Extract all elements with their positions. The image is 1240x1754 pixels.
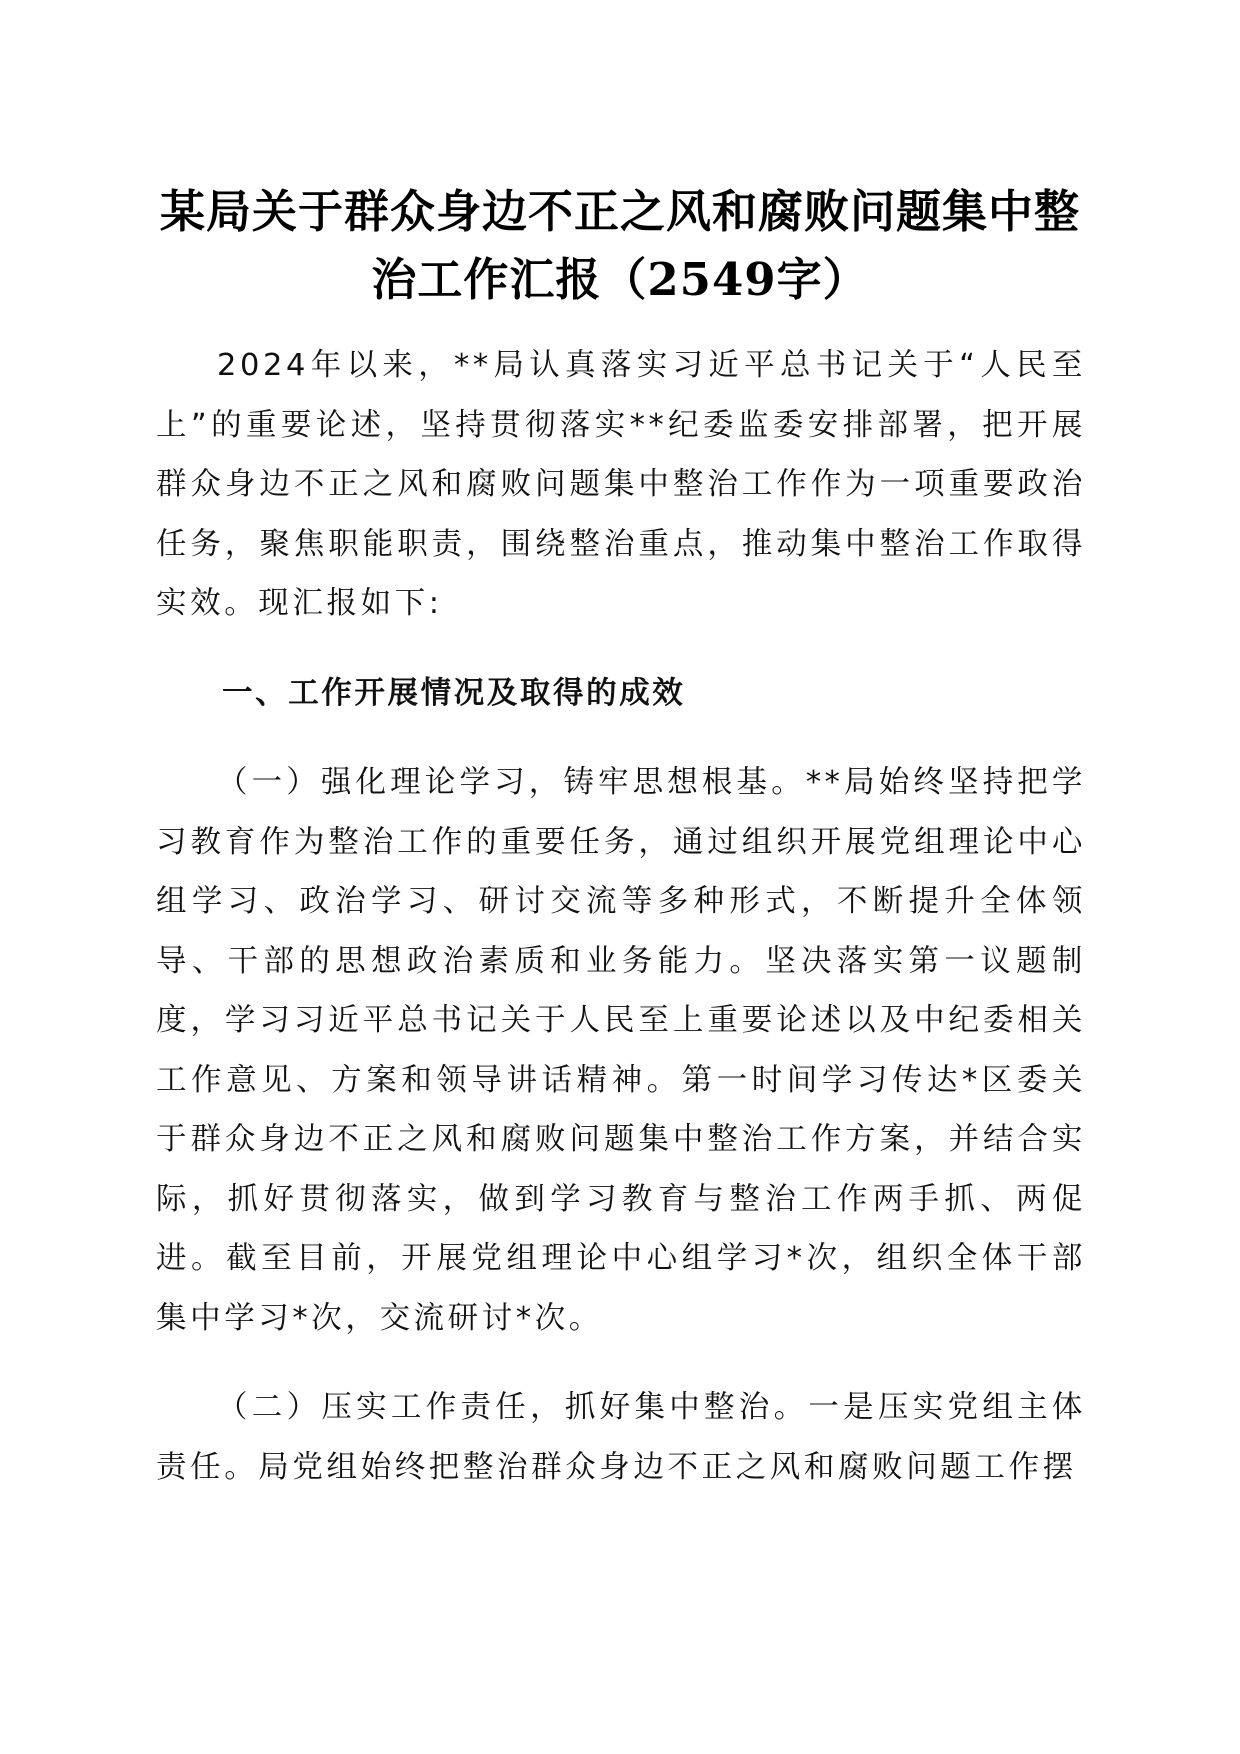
document-body	[156, 336, 1086, 1497]
intro-paragraph: 2024年以来，**局认真落实习近平总书记关于“人民至上”的重要论述，坚持贯彻落实**纪委监委安排部署，把开展群众身边不正之风和腐败问题集中整治工作作为一项重要政治任务，聚焦职能职责，围绕整治重点，推动集中整治工作取得实效。现汇报如下:	[156, 348, 1086, 621]
paragraph-1: （一）强化理论学习，铸牢思想根基。**局始终坚持把学习教育作为整治工作的重要任务，通过组织开展党组理论中心组学习、政治学习、研讨交流等多种形式，不断提升全体领导、干部的思想政治素质和业务能力。坚决落实第一议题制度，学习习近平总书记关于人民至上重要论述以及中纪委相关工作意见、方案和领导讲话精神。第一时间学习传达*区委关于群众身边不正之风和腐败问题集中整治工作方案，并结合实际，抓好贯彻落实，做到学习教育与整治工作两手抓、两促进。截至目前，开展党组理论中心组学习*次，组织全体干部集中学习*次，交流研讨*次。	[156, 765, 1086, 1336]
title-line-2: 治工作汇报（2549字）	[371, 253, 869, 306]
title-line-1: 某局关于群众身边不正之风和腐败问题集中整	[159, 185, 1080, 238]
section-heading-1: 一、工作开展情况及取得的成效	[222, 675, 686, 711]
paragraph-2: （二）压实工作责任，抓好集中整治。一是压实党组主体责任。局党组始终把整治群众身边不正之风和腐败问题工作摆	[156, 1390, 1086, 1485]
document-title	[150, 178, 1090, 314]
